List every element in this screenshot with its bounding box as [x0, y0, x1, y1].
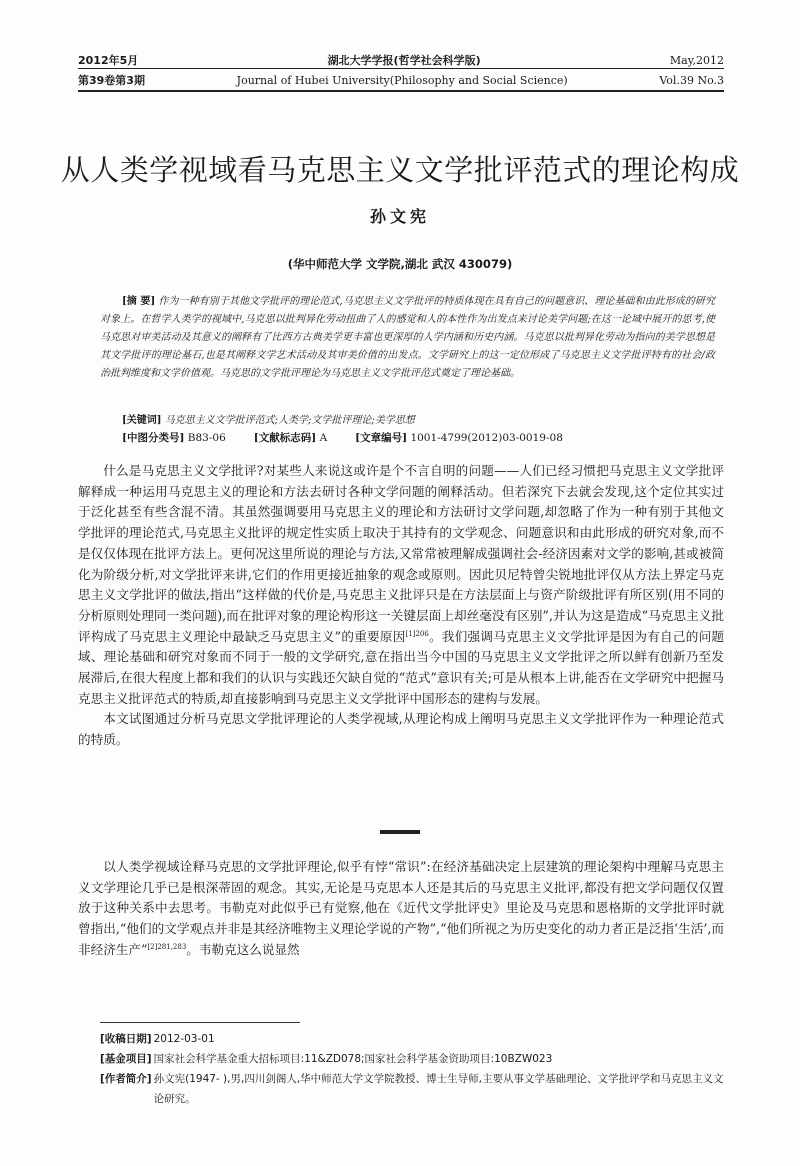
body-section-one — [78, 857, 724, 961]
body-paragraph: 本文试图通过分析马克思文学批评理论的人类学视域,从理论构成上阐明马克思主义文学批评作为一种理论范式的特质。 — [78, 711, 724, 748]
abstract — [100, 293, 715, 383]
article-number-label: [文章编号] — [355, 432, 408, 444]
header-journal-en: Journal of Hubei University(Philosophy and Social Science) — [236, 74, 568, 87]
header-rule-thin — [78, 68, 724, 69]
footnote-funding — [100, 1049, 730, 1069]
footnote-label: [收稿日期] — [100, 1033, 152, 1045]
footnote-text: 国家社会科学基金重大招标项目:11&ZD078;国家社会科学基金资助项目:10BZW023 — [153, 1053, 553, 1065]
paragraph-text: 什么是马克思主义文学批评?对某些人来说这或许是个不言自明的问题——人们已经习惯把马克思主义文学批评解释成一种运用马克思主义的理论和方法去研讨各种文学问题的阐释活动。但若深究下去就会发现,这个定位其实过于泛化甚至有些含混不清。其虽然强调要用马克思主义的理论和方法研讨文学问题,却忽略了作为一种有别于其他文学批评的理论范式,马克思主义批评的规定性实质上取决于其持有的文学观念、问题意识和由此形成的研究对象,而不是仅仅体现在批评方法上。更何况这里所说的理论与方法,又常常被理解成强调社会-经济因素对文学的影响,甚或被简化为阶级分析,对文学批评来讲,它们的作用更接近抽象的观念或原则。因此贝尼特曾尖锐地批评仅从方法上界定马克思主义文学批评的做法,指出“这样做的代价是,马克思主义批评只是在方法层面上与资产阶级批评有所区别(用不同的分析原则处理同一类问题),而在批评对象的理论构形这一关键层面上却丝毫没有区别”,并认为这是造成“马克思主义批评构成了马克思主义理论中最缺乏马克思主义”的重要原因 — [78, 463, 724, 644]
footnote-text: 孙文宪(1947- ),男,四川剑阁人,华中师范大学文学院教授、博士生导师,主要从事文学基础理论、文学批评学和马克思主义文论研究。 — [153, 1073, 724, 1105]
citation[interactable]: [1]206 — [405, 629, 429, 638]
header-rule-thick — [78, 90, 724, 92]
article-title: 从人类学视域看马克思主义文学批评范式的理论构成 — [60, 153, 740, 187]
paragraph-text: 。韦勒克这么说显然 — [186, 941, 300, 957]
document-code-value: A — [319, 432, 328, 444]
document-code-label: [文献标志码] — [253, 432, 317, 444]
article-number — [355, 430, 563, 445]
abstract-text: 作为一种有别于其他文学批评的理论范式,马克思主义文学批评的特质体现在具有自己的问题意识、理论基础和由此形成的研究对象上。在哲学人类学的视域中,马克思以批判异化劳动扭曲了人的感觉和人的本性作为出发点来讨论美学问题;在这一论域中展开的思考,使马克思对审美活动及其意义的阐释有了比西方古典美学更丰富也更深厚的人学内涵和历史内涵。马克思以批判异化劳动为指向的美学思想是其文学批评的理论基石,也是其阐释文学艺术活动及其审美价值的出发点。文学研究上的这一定位形成了马克思主义文学批评特有的社会/政治批判维度和文学价值观。马克思的文学批评理论为马克思主义文学批评范式奠定了理论基础。 — [100, 296, 715, 379]
header-date-cn: 2012年5月 — [78, 54, 139, 67]
body-section-intro — [78, 461, 724, 751]
clc-value: B83-06 — [187, 432, 226, 444]
body-paragraph — [78, 857, 724, 961]
footnote-author-bio — [100, 1069, 730, 1109]
keywords-text: 马克思主义文学批评范式;人类学;文学批评理论;美学思想 — [164, 415, 415, 426]
article-number-value: 1001-4799(2012)03-0019-08 — [410, 432, 563, 444]
classification-row — [122, 430, 722, 445]
paragraph-text: 以人类学视域诠释马克思的文学批评理论,似乎有悖“常识”:在经济基础决定上层建筑的理论架构中理解马克思主义文学理论几乎已是根深蒂固的观念。其实,无论是马克思本人还是其后的马克思主义批评,都没有把文学问题仅仅置放于这种关系中去思考。韦勒克对此似乎已有觉察,他在《近代文学批评史》里论及马克思和恩格斯的文学批评时就曾指出,“他们的文学观点并非是其经济唯物主义理论学说的产物”,“他们所视之为历史变化的动力者正是泛指‘生活’,而非经济生产” — [78, 859, 724, 957]
clc-number — [122, 430, 226, 445]
body-paragraph — [78, 461, 724, 709]
footnote-text: 2012-03-01 — [153, 1033, 215, 1045]
footnote-rule — [100, 1022, 300, 1023]
header-journal-cn: 湖北大学学报(哲学社会科学版) — [327, 54, 481, 67]
paragraph-text: 。我们强调马克思主义文学批评是因为有自己的问题域、理论基础和研究对象而不同于一般的文学研究,意在指出当今中国的马克思主义文学批评之所以鲜有创新乃至发展滞后,在很大程度上都和我们的认识与实践还欠缺自觉的“范式”意识有关;可是从根本上讲,能否在文学研究中把握马克思主义批评范式的特质,却直接影响到马克思主义文学批评中国形态的建构与发展。 — [78, 628, 724, 706]
footnote-received — [100, 1029, 730, 1049]
author-name: 孙文宪 — [369, 207, 430, 226]
footnote-label: [基金项目] — [100, 1053, 152, 1065]
header-volume-en: Vol.39 No.3 — [659, 74, 724, 87]
header-date-en: May,2012 — [669, 54, 724, 67]
footnotes — [100, 1029, 730, 1109]
keywords-label: [关键词] — [122, 415, 162, 426]
section-heading-one — [380, 830, 420, 834]
citation[interactable]: [2]281,283 — [147, 942, 187, 951]
keywords — [122, 411, 722, 426]
header-volume-cn: 第39卷第3期 — [78, 74, 145, 87]
header-row-2 — [78, 72, 724, 88]
document-code — [254, 430, 327, 445]
footnote-label: [作者简介] — [100, 1073, 152, 1085]
abstract-label: [摘 要] — [122, 296, 156, 307]
clc-label: [中图分类号] — [122, 432, 185, 444]
header-row-1 — [78, 52, 724, 68]
affiliation: (华中师范大学 文学院,湖北 武汉 430079) — [287, 257, 513, 271]
